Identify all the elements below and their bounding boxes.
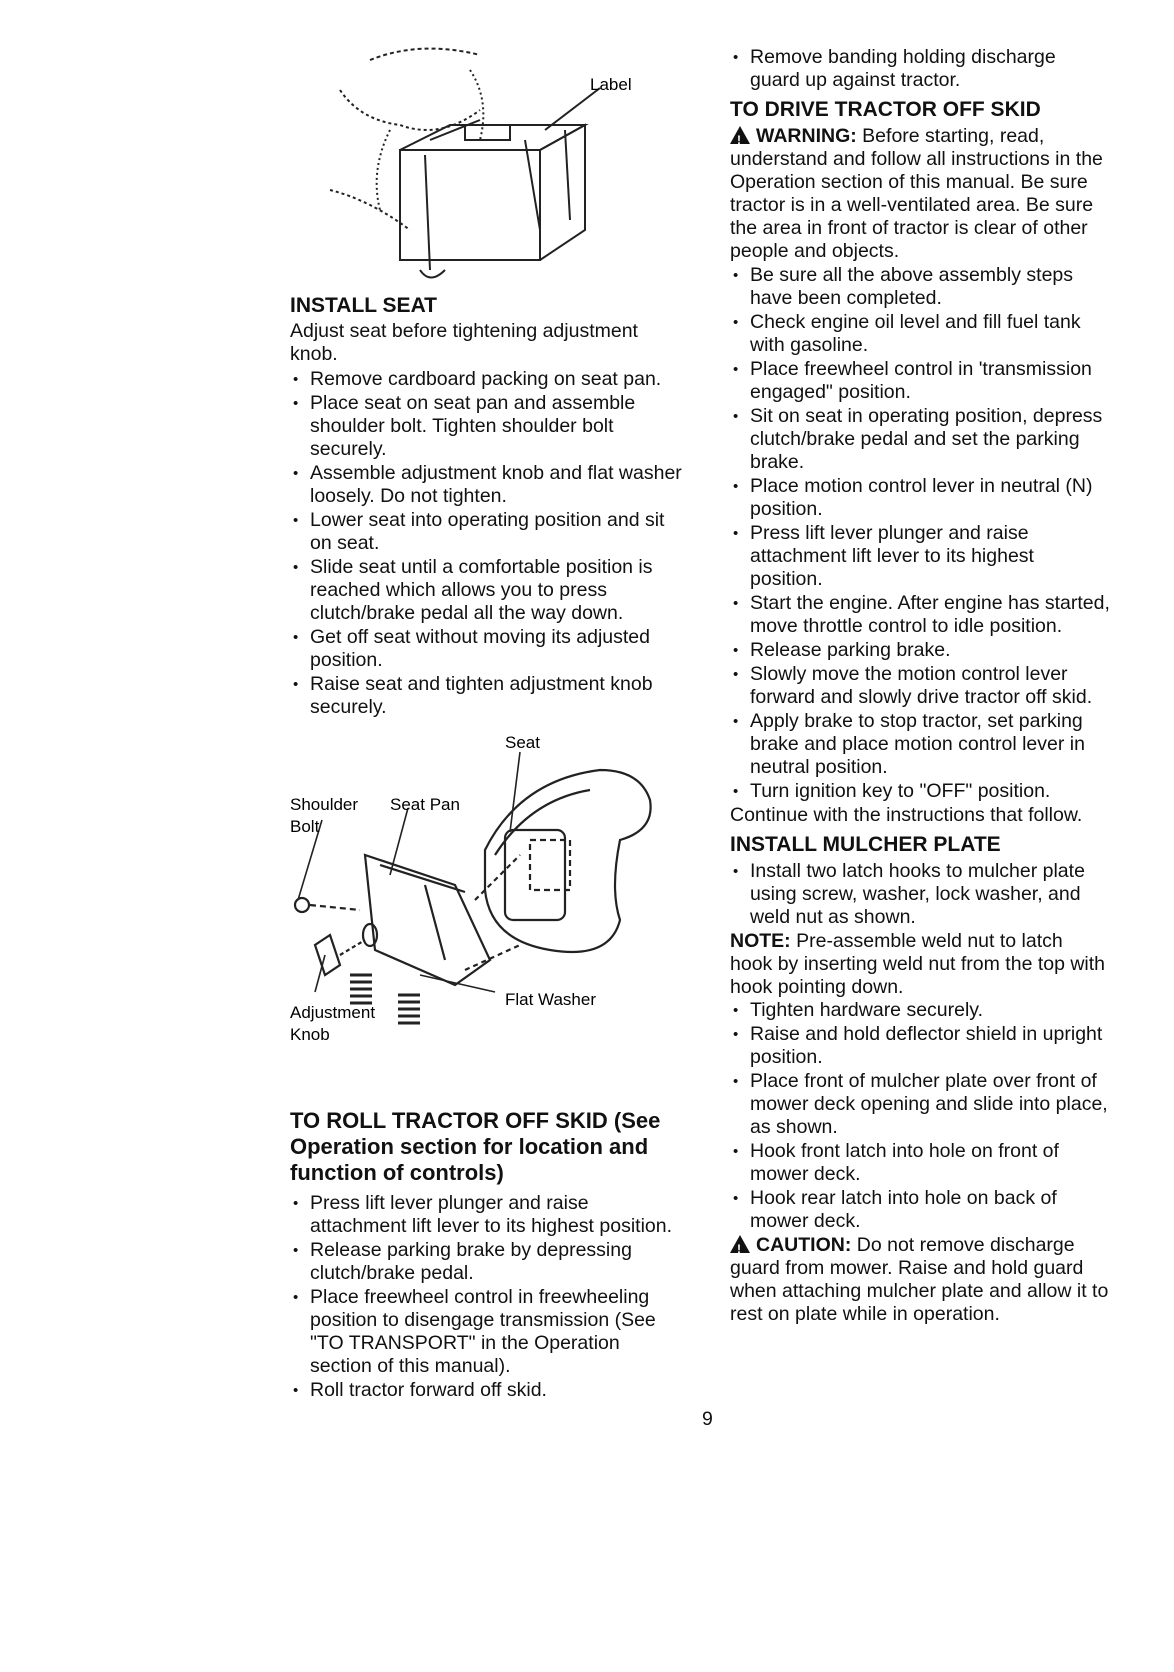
mulcher-note — [730, 930, 1110, 999]
list-item: • Place seat on seat pan and assemble shoulder bolt. Tighten shoulder bolt securely. — [290, 392, 685, 461]
list-item: • Lower seat into operating position and sit on seat. — [290, 509, 685, 555]
note-label: NOTE: — [730, 930, 791, 952]
warning-label: WARNING: — [756, 125, 857, 147]
right-column-content — [730, 46, 1110, 1326]
drive-off-steps — [730, 264, 1110, 803]
banding-steps — [730, 46, 1110, 92]
list-item: • Raise seat and tighten adjustment knob securely. — [290, 673, 685, 719]
list-item: • Check engine oil level and fill fuel tank with gasoline. — [730, 311, 1110, 357]
list-item: • Place freewheel control in freewheeling position to disengage transmission (See "TO TRANSPORT" in the Operation section of this manual). — [290, 1286, 685, 1378]
list-item: • Slide seat until a comfortable position is reached which allows you to press clutch/brake pedal all the way down. — [290, 556, 685, 625]
mulcher-caution — [730, 1234, 1110, 1326]
battery-label-illustration — [330, 30, 670, 292]
list-item: • Install two latch hooks to mulcher plate using screw, washer, lock washer, and weld nut as shown. — [730, 860, 1110, 929]
list-item: • Remove banding holding discharge guard up against tractor. — [730, 46, 1110, 92]
install-seat-steps — [290, 368, 685, 719]
mulcher-steps-b — [730, 999, 1110, 1233]
list-item: • Press lift lever plunger and raise attachment lift lever to its highest position. — [730, 522, 1110, 591]
caution-text: Do not remove discharge guard from mower. Raise and hold guard when attaching mulcher plate and allow it to rest on plate while in operation. — [730, 1234, 1109, 1325]
list-item: • Hook front latch into hole on front of mower deck. — [730, 1140, 1110, 1186]
list-item: • Sit on seat in operating position, depress clutch/brake pedal and set the parking brake. — [730, 405, 1110, 474]
seat-callout: Seat — [505, 733, 540, 752]
warning-icon — [730, 126, 750, 144]
mulcher-heading: INSTALL MULCHER PLATE — [730, 833, 1001, 856]
shoulder-bolt-callout-line2: Bolt — [290, 817, 320, 836]
page-number: 9 — [702, 1408, 713, 1430]
roll-off-steps — [290, 1192, 685, 1402]
list-item: • Start the engine. After engine has started, move throttle control to idle position. — [730, 592, 1110, 638]
list-item: • Raise and hold deflector shield in upright position. — [730, 1023, 1110, 1069]
drive-off-continue: Continue with the instructions that follow. — [730, 804, 1083, 826]
list-item: • Roll tractor forward off skid. — [290, 1379, 685, 1402]
list-item: • Hook rear latch into hole on back of mower deck. — [730, 1187, 1110, 1233]
install-seat-section — [290, 294, 685, 720]
list-item: • Release parking brake by depressing clutch/brake pedal. — [290, 1239, 685, 1285]
roll-off-heading: TO ROLL TRACTOR OFF SKID (See Operation section for location and function of controls) — [290, 1108, 661, 1185]
shoulder-bolt-callout-line1: Shoulder — [290, 795, 359, 814]
roll-off-section — [290, 1108, 685, 1403]
label-callout: Label — [590, 75, 632, 94]
list-item: • Slowly move the motion control lever forward and slowly drive tractor off skid. — [730, 663, 1110, 709]
list-item: • Apply brake to stop tractor, set parking brake and place motion control lever in neutral position. — [730, 710, 1110, 779]
list-item: • Press lift lever plunger and raise attachment lift lever to its highest position. — [290, 1192, 685, 1238]
warning-text: Before starting, read, understand and follow all instructions in the Operation section of this manual. Be sure tractor is in a well-ventilated area. Be sure the area in front of tractor is clear of other people and objects. — [730, 125, 1103, 262]
list-item: • Place front of mulcher plate over front of mower deck opening and slide into place, as shown. — [730, 1070, 1110, 1139]
caution-label: CAUTION: — [756, 1234, 852, 1256]
adjustment-knob-callout-line2: Knob — [290, 1025, 330, 1044]
mulcher-steps-a — [730, 860, 1110, 929]
drive-off-heading: TO DRIVE TRACTOR OFF SKID — [730, 98, 1041, 121]
seat-pan-callout: Seat Pan — [390, 795, 460, 814]
list-item: • Be sure all the above assembly steps have been completed. — [730, 264, 1110, 310]
install-seat-intro: Adjust seat before tightening adjustment knob. — [290, 320, 638, 365]
install-seat-heading: INSTALL SEAT — [290, 294, 437, 317]
drive-off-warning — [730, 125, 1110, 263]
list-item: • Tighten hardware securely. — [730, 999, 1110, 1022]
list-item: • Place freewheel control in 'transmission engaged" position. — [730, 358, 1110, 404]
list-item: • Turn ignition key to "OFF" position. — [730, 780, 1110, 803]
adjustment-knob-callout-line1: Adjustment — [290, 1003, 376, 1022]
seat-assembly-illustration — [290, 733, 680, 1100]
list-item: • Release parking brake. — [730, 639, 1110, 662]
list-item: • Remove cardboard packing on seat pan. — [290, 368, 685, 391]
caution-icon — [730, 1235, 750, 1253]
flat-washer-callout: Flat Washer — [505, 990, 597, 1009]
list-item: • Place motion control lever in neutral (N) position. — [730, 475, 1110, 521]
list-item: • Get off seat without moving its adjusted position. — [290, 626, 685, 672]
list-item: • Assemble adjustment knob and flat washer loosely. Do not tighten. — [290, 462, 685, 508]
note-text: Pre-assemble weld nut to latch hook by inserting weld nut from the top with hook pointing down. — [730, 930, 1106, 998]
